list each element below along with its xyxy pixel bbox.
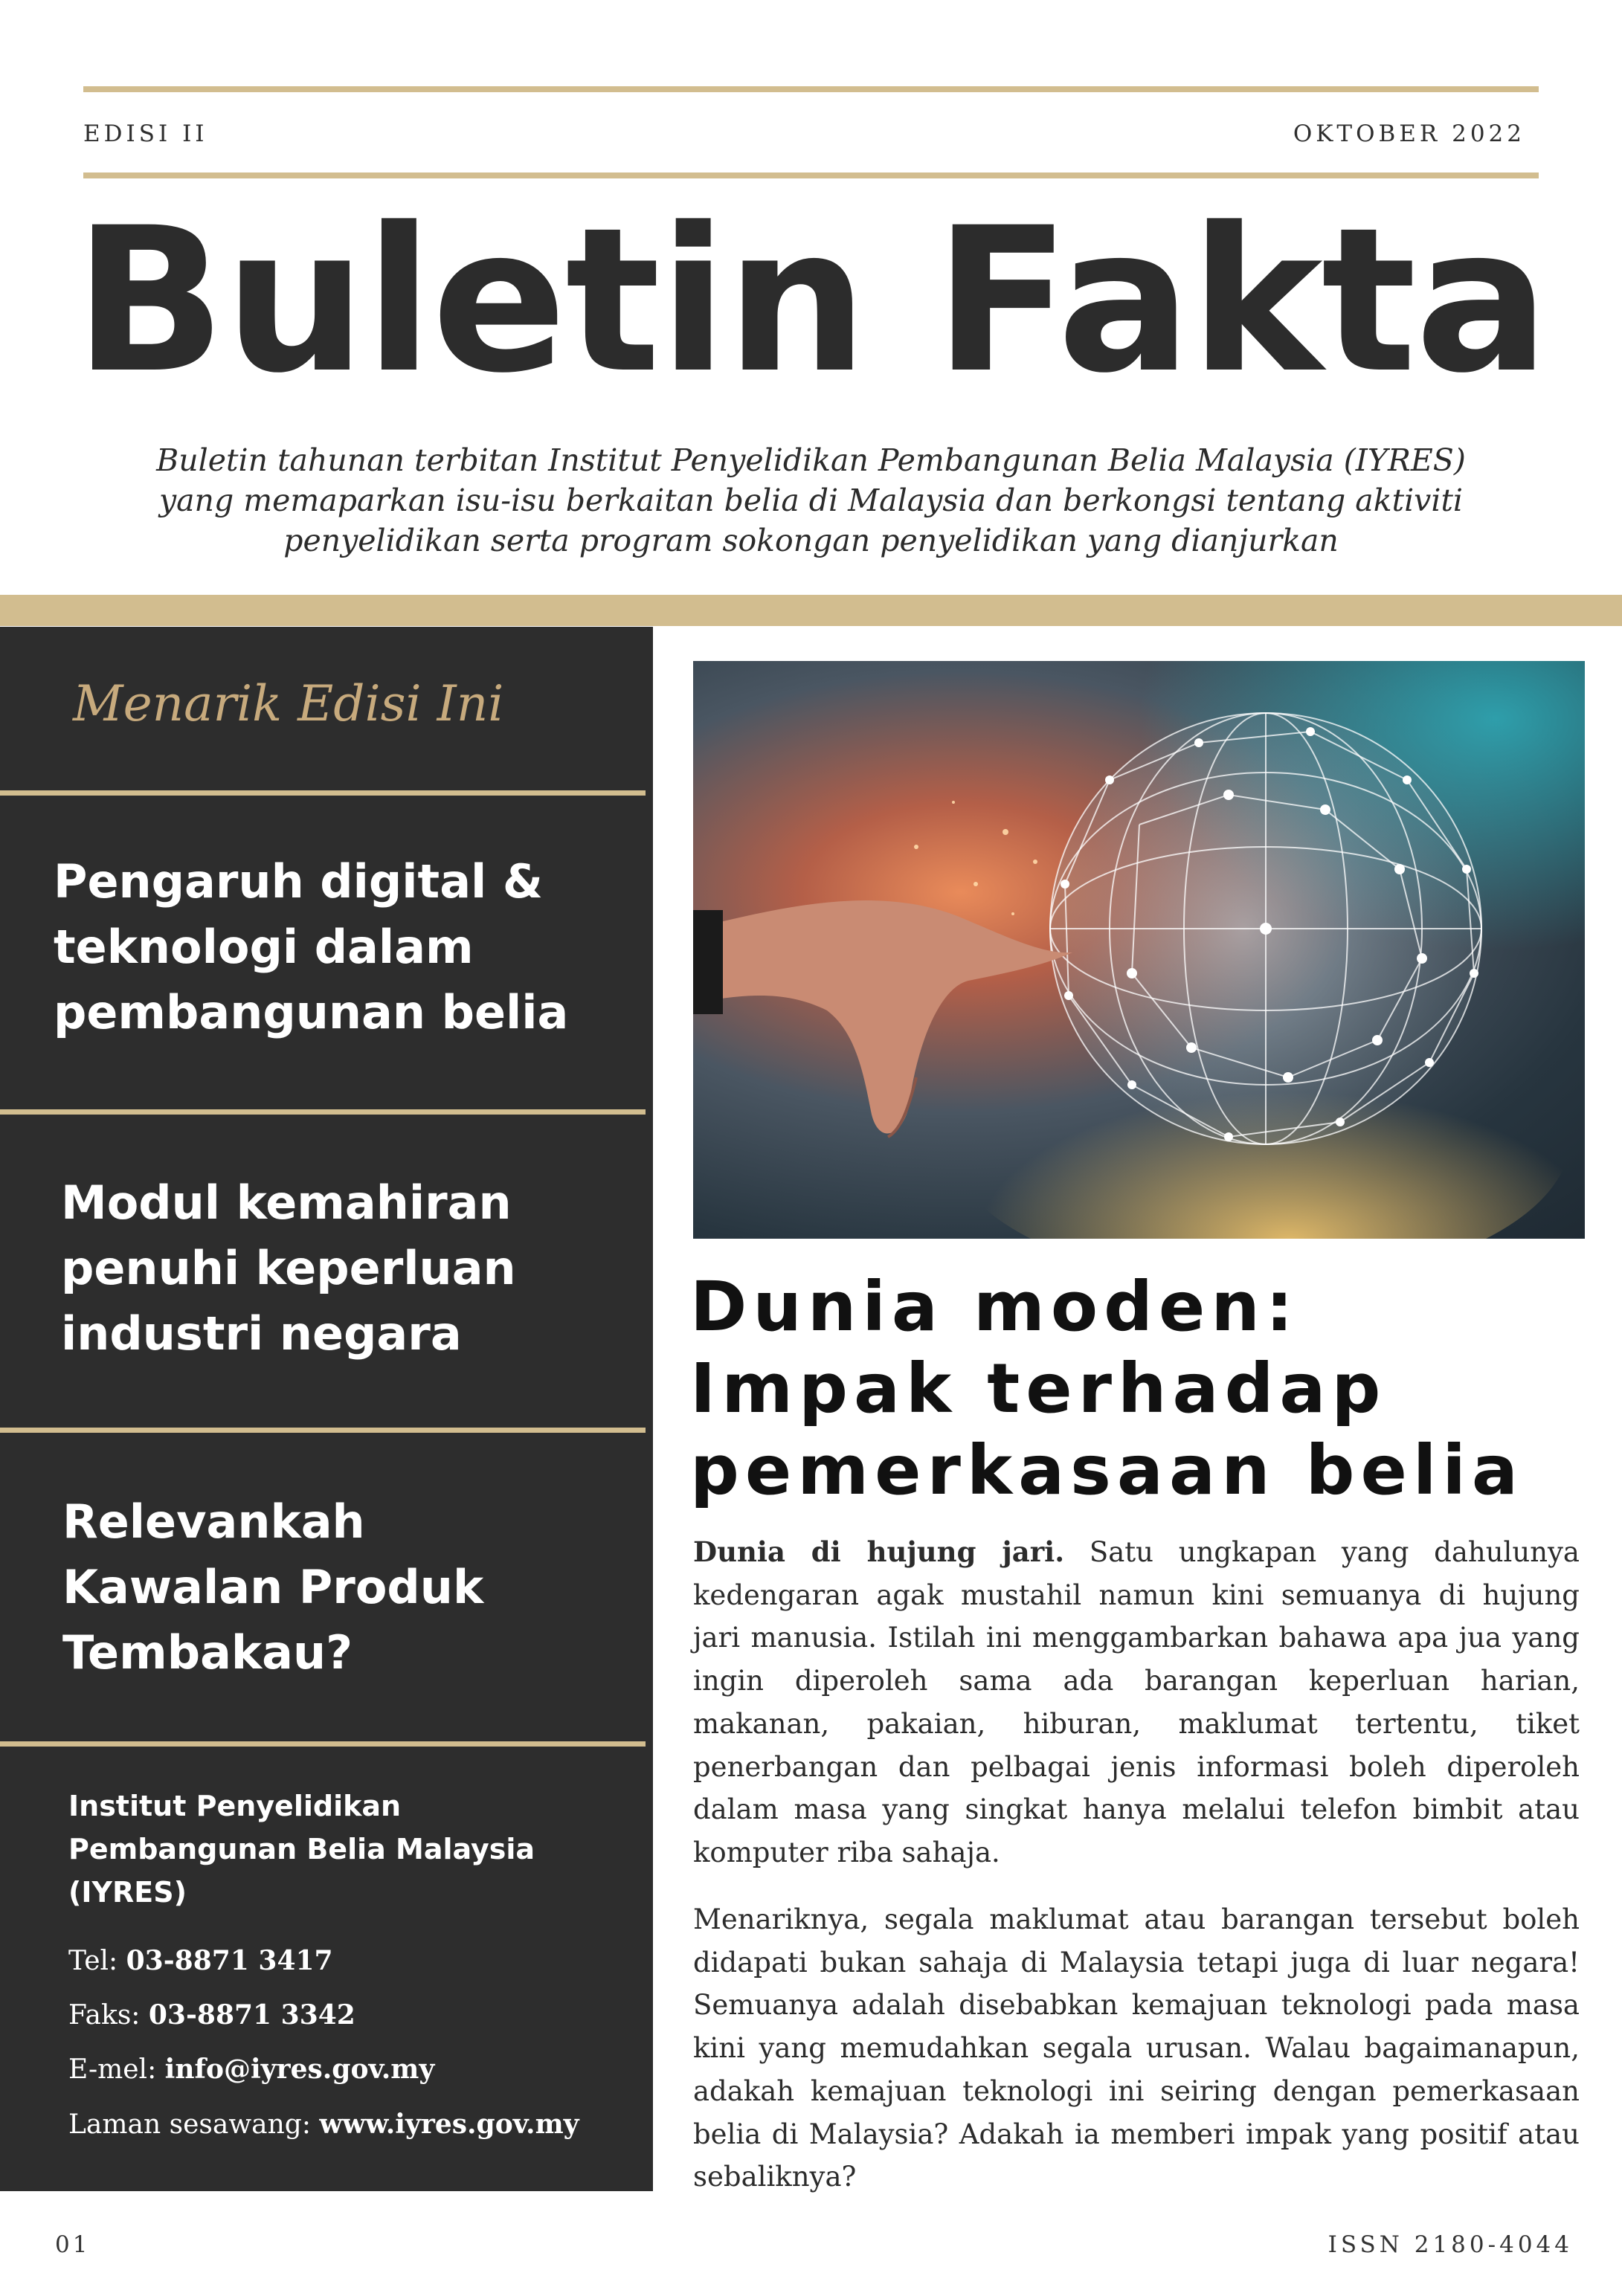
sidebar-divider [0, 1428, 646, 1433]
paragraph-line: didapati bukan sahaja di Malaysia tetapi juga di luar negara! [693, 1946, 1580, 1979]
paragraph-line: Menariknya, segala maklumat atau barangan tersebut boleh [693, 1903, 1580, 1935]
topic-line: Relevankah [62, 1494, 365, 1549]
tagline-line: penyelidikan serta program sokongan penyelidikan yang dianjurkan [283, 523, 1339, 558]
org-line: (IYRES) [68, 1876, 187, 1909]
org-line: Pembangunan Belia Malaysia [68, 1833, 535, 1866]
lead-text: Dunia di hujung jari. [693, 1535, 1065, 1568]
edition-label: EDISI II [83, 120, 208, 147]
contact-label: E-mel: [68, 2054, 157, 2085]
header-rule [83, 172, 1539, 178]
paragraph-line: jari manusia. Istilah ini menggambarkan bahawa apa jua yang [693, 1622, 1580, 1654]
article-paragraph-2 [693, 1898, 1580, 2199]
line-text: Satu ungkapan yang dahulunya [1089, 1536, 1580, 1568]
sidebar-heading: Menarik Edisi Ini [73, 675, 504, 732]
fax-number: 03-8871 3342 [148, 1999, 355, 2031]
sidebar-divider [0, 790, 646, 796]
tagline-line: Buletin tahunan terbitan Institut Penyelidikan Pembangunan Belia Malaysia (IYRES) [156, 442, 1466, 478]
paragraph-line: Semuanya adalah disebabkan kemajuan teknologi pada masa [693, 1989, 1580, 2022]
paragraph-line: makanan, pakaian, hiburan, maklumat tertentu, tiket [693, 1707, 1580, 1740]
issue-date: OKTOBER 2022 [1293, 120, 1525, 147]
article-paragraph-1 [693, 1531, 1580, 1874]
contact-phone [68, 1945, 333, 1976]
tagline [0, 440, 1622, 561]
section-band [0, 595, 1622, 626]
topic-tobacco-control[interactable] [62, 1489, 483, 1686]
article-headline [690, 1266, 1524, 1512]
topic-line: Modul kemahiran [61, 1176, 512, 1230]
topic-skills-module[interactable] [61, 1170, 516, 1367]
paragraph-line: kini yang memudahkan segala urusan. Walau bagaimanapun, [693, 2032, 1580, 2065]
contact-email [68, 2054, 434, 2085]
paragraph-line: komputer riba sahaja. [693, 1836, 1000, 1868]
topic-line: industri negara [61, 1306, 462, 1361]
paragraph-line [693, 1531, 1580, 1574]
topic-line: teknologi dalam [54, 920, 474, 974]
tagline-line: yang memaparkan isu-isu berkaitan belia di Malaysia dan berkongsi tentang aktiviti [158, 483, 1464, 518]
contact-website [68, 2109, 579, 2140]
issn-number: ISSN 2180-4044 [1327, 2231, 1573, 2258]
contact-fax [68, 1999, 355, 2031]
digital-globe-illustration [693, 661, 1585, 1239]
masthead-title: Buletin Fakta [74, 185, 1548, 417]
paragraph-line: penerbangan dan pelbagai jenis informasi boleh diperoleh [693, 1750, 1580, 1783]
headline-line: pemerkasaan belia [690, 1431, 1525, 1510]
organization-name [68, 1784, 535, 1914]
paragraph-line: kedengaran agak mustahil namun kini semuanya di hujung [693, 1578, 1580, 1611]
contact-label: Tel: [68, 1946, 118, 1976]
contact-label: Laman sesawang: [68, 2109, 311, 2140]
contact-label: Faks: [68, 2000, 141, 2031]
paragraph-line: ingin diperoleh sama ada barangan keperluan harian, [693, 1665, 1580, 1697]
headline-line: Impak terhadap [690, 1349, 1387, 1428]
org-line: Institut Penyelidikan [68, 1790, 402, 1822]
topic-line: Pengaruh digital & [54, 854, 543, 909]
topic-line: pembangunan belia [54, 985, 569, 1039]
phone-number: 03-8871 3417 [126, 1945, 333, 1976]
topic-line: penuhi keperluan [61, 1241, 516, 1295]
sidebar-divider [0, 1109, 646, 1115]
paragraph-line: dalam masa yang singkat hanya melalui telefon bimbit atau [693, 1793, 1580, 1826]
article-image [693, 661, 1585, 1239]
sidebar-divider [0, 1741, 646, 1747]
paragraph-line: belia di Malaysia? Adakah ia memberi impak yang positif atau [693, 2118, 1580, 2150]
page-number: 01 [55, 2231, 91, 2258]
topic-line: Tembakau? [62, 1625, 353, 1680]
email-link[interactable]: info@iyres.gov.my [164, 2054, 435, 2085]
topic-digital-influence[interactable] [54, 849, 568, 1045]
headline-line: Dunia moden: [690, 1267, 1299, 1347]
website-link[interactable]: www.iyres.gov.my [319, 2109, 579, 2140]
topic-line: Kawalan Produk [62, 1560, 484, 1614]
top-rule [83, 86, 1539, 92]
paragraph-line: sebaliknya? [693, 2161, 857, 2193]
paragraph-line: adakah kemajuan teknologi ini seiring dengan pemerkasaan [693, 2074, 1580, 2107]
